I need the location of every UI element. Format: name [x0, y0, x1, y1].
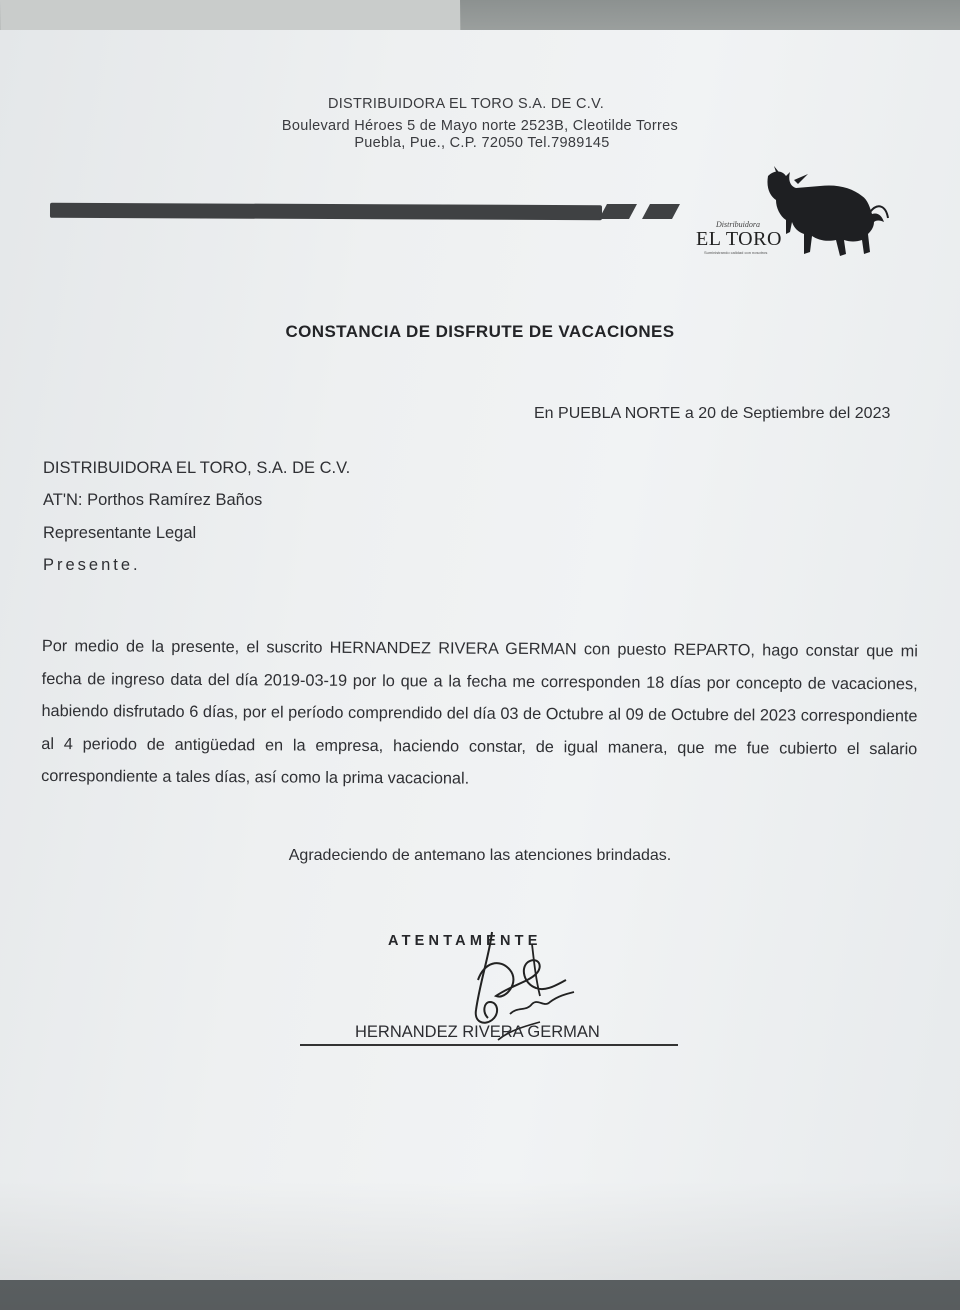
letterhead-address-line2: Puebla, Pue., C.P. 72050 Tel.7989145: [354, 135, 610, 151]
company-logo: [694, 162, 894, 262]
addressee-role: Representante Legal: [43, 524, 197, 542]
signature-line: [300, 1044, 678, 1046]
paper-shadow: [0, 1180, 960, 1310]
letterhead-address-line1: Boulevard Héroes 5 de Mayo norte 2523B, Cleotilde Torres: [281, 118, 679, 134]
logo-tagline: Suministrando calidad con nosotros: [704, 250, 768, 255]
letterhead-company: DISTRIBUIDORA EL TORO S.A. DE C.V.: [327, 96, 605, 112]
dateline: En PUEBLA NORTE a 20 de Septiembre del 2023: [534, 405, 891, 422]
document-title: CONSTANCIA DE DISFRUTE DE VACACIONES: [285, 322, 675, 341]
addressee-attention: AT'N: Porthos Ramírez Baños: [43, 491, 263, 509]
document-page: [0, 30, 960, 1280]
header-bar-segment: [599, 204, 637, 219]
thanks-line: Agradeciendo de antemano las atenciones brindadas.: [288, 847, 672, 864]
body-paragraph: Por medio de la presente, el suscrito HERNANDEZ RIVERA GERMAN con puesto REPARTO, hago constar que mi fecha de ingreso data del día 2019-03-19 por lo que a la fecha me corresponden 18 días por concepto de vacaciones, habiendo disfrutado 6 días, por el período comprendido del día 03 de Octubre al 09 de Octubre del 2023 correspondiente al 4 periodo de antigüedad en la empresa, haciendo constar, de igual manera, que me fue cubierto el salario correspondiente a tales días, así como la prima vacacional.: [41, 636, 918, 788]
header-bar-segment: [642, 204, 680, 219]
logo-small-text: Distribuidora: [716, 220, 761, 229]
header-bar: [50, 203, 602, 220]
closing-text: ATENTAMENTE: [388, 933, 542, 949]
addressee-company: DISTRIBUIDORA EL TORO, S.A. DE C.V.: [43, 459, 351, 477]
signer-name: HERNANDEZ RIVERA GERMAN: [355, 1023, 600, 1041]
logo-name: EL TORO: [696, 228, 782, 250]
addressee-presente: Presente.: [43, 556, 141, 574]
